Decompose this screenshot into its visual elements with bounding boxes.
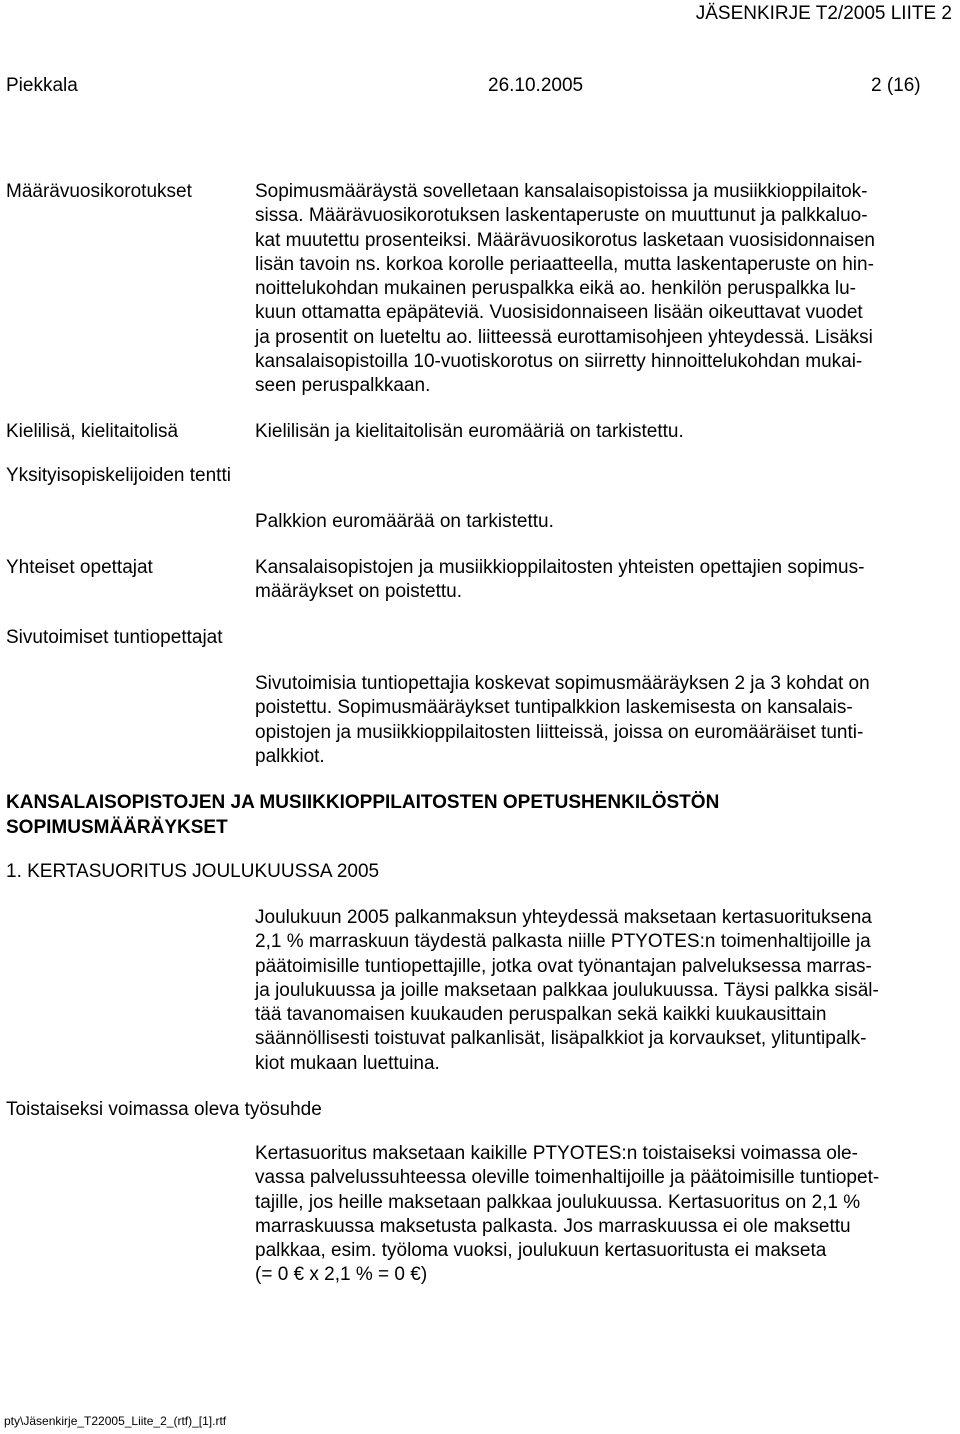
main-heading — [6, 790, 719, 840]
text-line: opistojen ja musiikkioppilaitosten liitteissä, joissa on euromääräiset tunti- — [255, 721, 864, 743]
section-label-maaravuosikorotukset: Määrävuosikorotukset — [6, 181, 192, 202]
main-heading-line: SOPIMUSMÄÄRÄYKSET — [6, 817, 228, 838]
section-text-maaravuosikorotukset — [255, 180, 875, 399]
text-line: ja joulukuussa ja joille maksetaan palkkaa joulukuussa. Täysi palkka sisäl- — [255, 979, 879, 1001]
page-number: 2 (16) — [871, 75, 921, 96]
text-line: poistettu. Sopimusmääräykset tuntipalkkion laskemisesta on kansalais- — [255, 697, 853, 719]
text-line: (= 0 € x 2,1 % = 0 €) — [255, 1264, 428, 1286]
text-line: lisän tavoin ns. korkoa korolle periaatteella, mutta laskentaperuste on hin- — [255, 253, 874, 275]
text-line: säännöllisesti toistuvat palkanlisät, lisäpalkkiot ja korvaukset, ylituntipalk- — [255, 1028, 867, 1050]
text-line: seen peruspalkkaan. — [255, 375, 431, 397]
text-line: Joulukuun 2005 palkanmaksun yhteydessä maksetaan kertasuorituksena — [255, 907, 872, 928]
text-line: vassa palvelussuhteessa oleville toimenhaltijoille ja päätoimisille tuntiopet- — [255, 1167, 880, 1189]
text-line: kuun ottamatta epäpäteviä. Vuosisidonnaiseen lisään oikeuttavat vuodet — [255, 302, 863, 324]
section-label-yhteiset-opettajat: Yhteiset opettajat — [6, 557, 153, 578]
text-line: palkkiot. — [255, 745, 325, 767]
text-line: kansalaisopistoilla 10-vuotiskorotus on siirretty hinnoittelukohdan mukai- — [255, 351, 863, 373]
kertasuoritus-paragraph-1 — [255, 906, 879, 1076]
section-text-sivutoimiset — [255, 672, 870, 769]
section-text-yksityisopiskelijat: Palkkion euromäärää on tarkistettu. — [255, 511, 554, 532]
text-line: ja prosentit on lueteltu ao. liitteessä eurottamisohjeen yhteydessä. Lisäksi — [255, 326, 873, 348]
section-label-yksityisopiskelijat: Yksityisopiskelijoiden tentti — [6, 465, 231, 486]
text-line: tää tavanomaisen kuukauden peruspalkan sekä kaikki kuukausittain — [255, 1004, 827, 1026]
text-line: määräykset on poistettu. — [255, 581, 462, 603]
section-label-kielilisa: Kielilisä, kielitaitolisä — [6, 421, 179, 442]
section-text-yhteiset-opettajat — [255, 556, 864, 605]
text-line: tajille, jos heille maksetaan palkkaa joulukuussa. Kertasuoritus on 2,1 % — [255, 1191, 861, 1213]
toistaiseksi-label: Toistaiseksi voimassa oleva työsuhde — [6, 1099, 322, 1120]
text-line: Sopimusmääräystä sovelletaan kansalaisopistoissa ja musiikkioppilaitok- — [255, 181, 868, 202]
text-line: päätoimisille tuntiopettajille, jotka ovat työnantajan palveluksessa marras- — [255, 955, 872, 977]
sub-heading: 1. KERTASUORITUS JOULUKUUSSA 2005 — [6, 861, 380, 882]
section-text-kielilisa: Kielilisän ja kielitaitolisän euromääriä on tarkistettu. — [255, 421, 684, 442]
text-line: 2,1 % marraskuun täydestä palkasta niille PTYOTES:n toimenhaltijoille ja — [255, 931, 871, 953]
text-line: Sivutoimisia tuntiopettajia koskevat sopimusmääräyksen 2 ja 3 kohdat on — [255, 673, 870, 694]
text-line: Kertasuoritus maksetaan kaikille PTYOTES:n toistaiseksi voimassa ole- — [255, 1143, 858, 1164]
text-line: palkkaa, esim. työloma vuoksi, joulukuun kertasuoritusta ei makseta — [255, 1240, 827, 1262]
main-heading-line: KANSALAISOPISTOJEN JA MUSIIKKIOPPILAITOSTEN OPETUSHENKILÖSTÖN — [6, 792, 720, 813]
text-line: kiot mukaan luettuina. — [255, 1052, 440, 1074]
kertasuoritus-paragraph-2 — [255, 1142, 879, 1288]
text-line: sissa. Määrävuosikorotuksen laskentaperuste on muuttunut ja palkkaluo- — [255, 205, 868, 227]
document-code: JÄSENKIRJE T2/2005 LIITE 2 — [695, 3, 952, 24]
section-label-sivutoimiset: Sivutoimiset tuntiopettajat — [6, 627, 223, 648]
author-name: Piekkala — [6, 75, 78, 96]
text-line: kat muutettu prosenteiksi. Määrävuosikorotus lasketaan vuosisidonnaisen — [255, 229, 875, 251]
footer-file-path: pty\Jäsenkirje_T22005_Liite_2_(rtf)_[1].rtf — [4, 1414, 227, 1428]
document-date: 26.10.2005 — [488, 75, 584, 96]
text-line: Kansalaisopistojen ja musiikkioppilaitosten yhteisten opettajien sopimus- — [255, 557, 865, 578]
text-line: noittelukohdan mukainen peruspalkka eikä ao. henkilön peruspalkka lu- — [255, 278, 856, 300]
text-line: marraskuussa maksetusta palkasta. Jos marraskuussa ei ole maksettu — [255, 1215, 851, 1237]
